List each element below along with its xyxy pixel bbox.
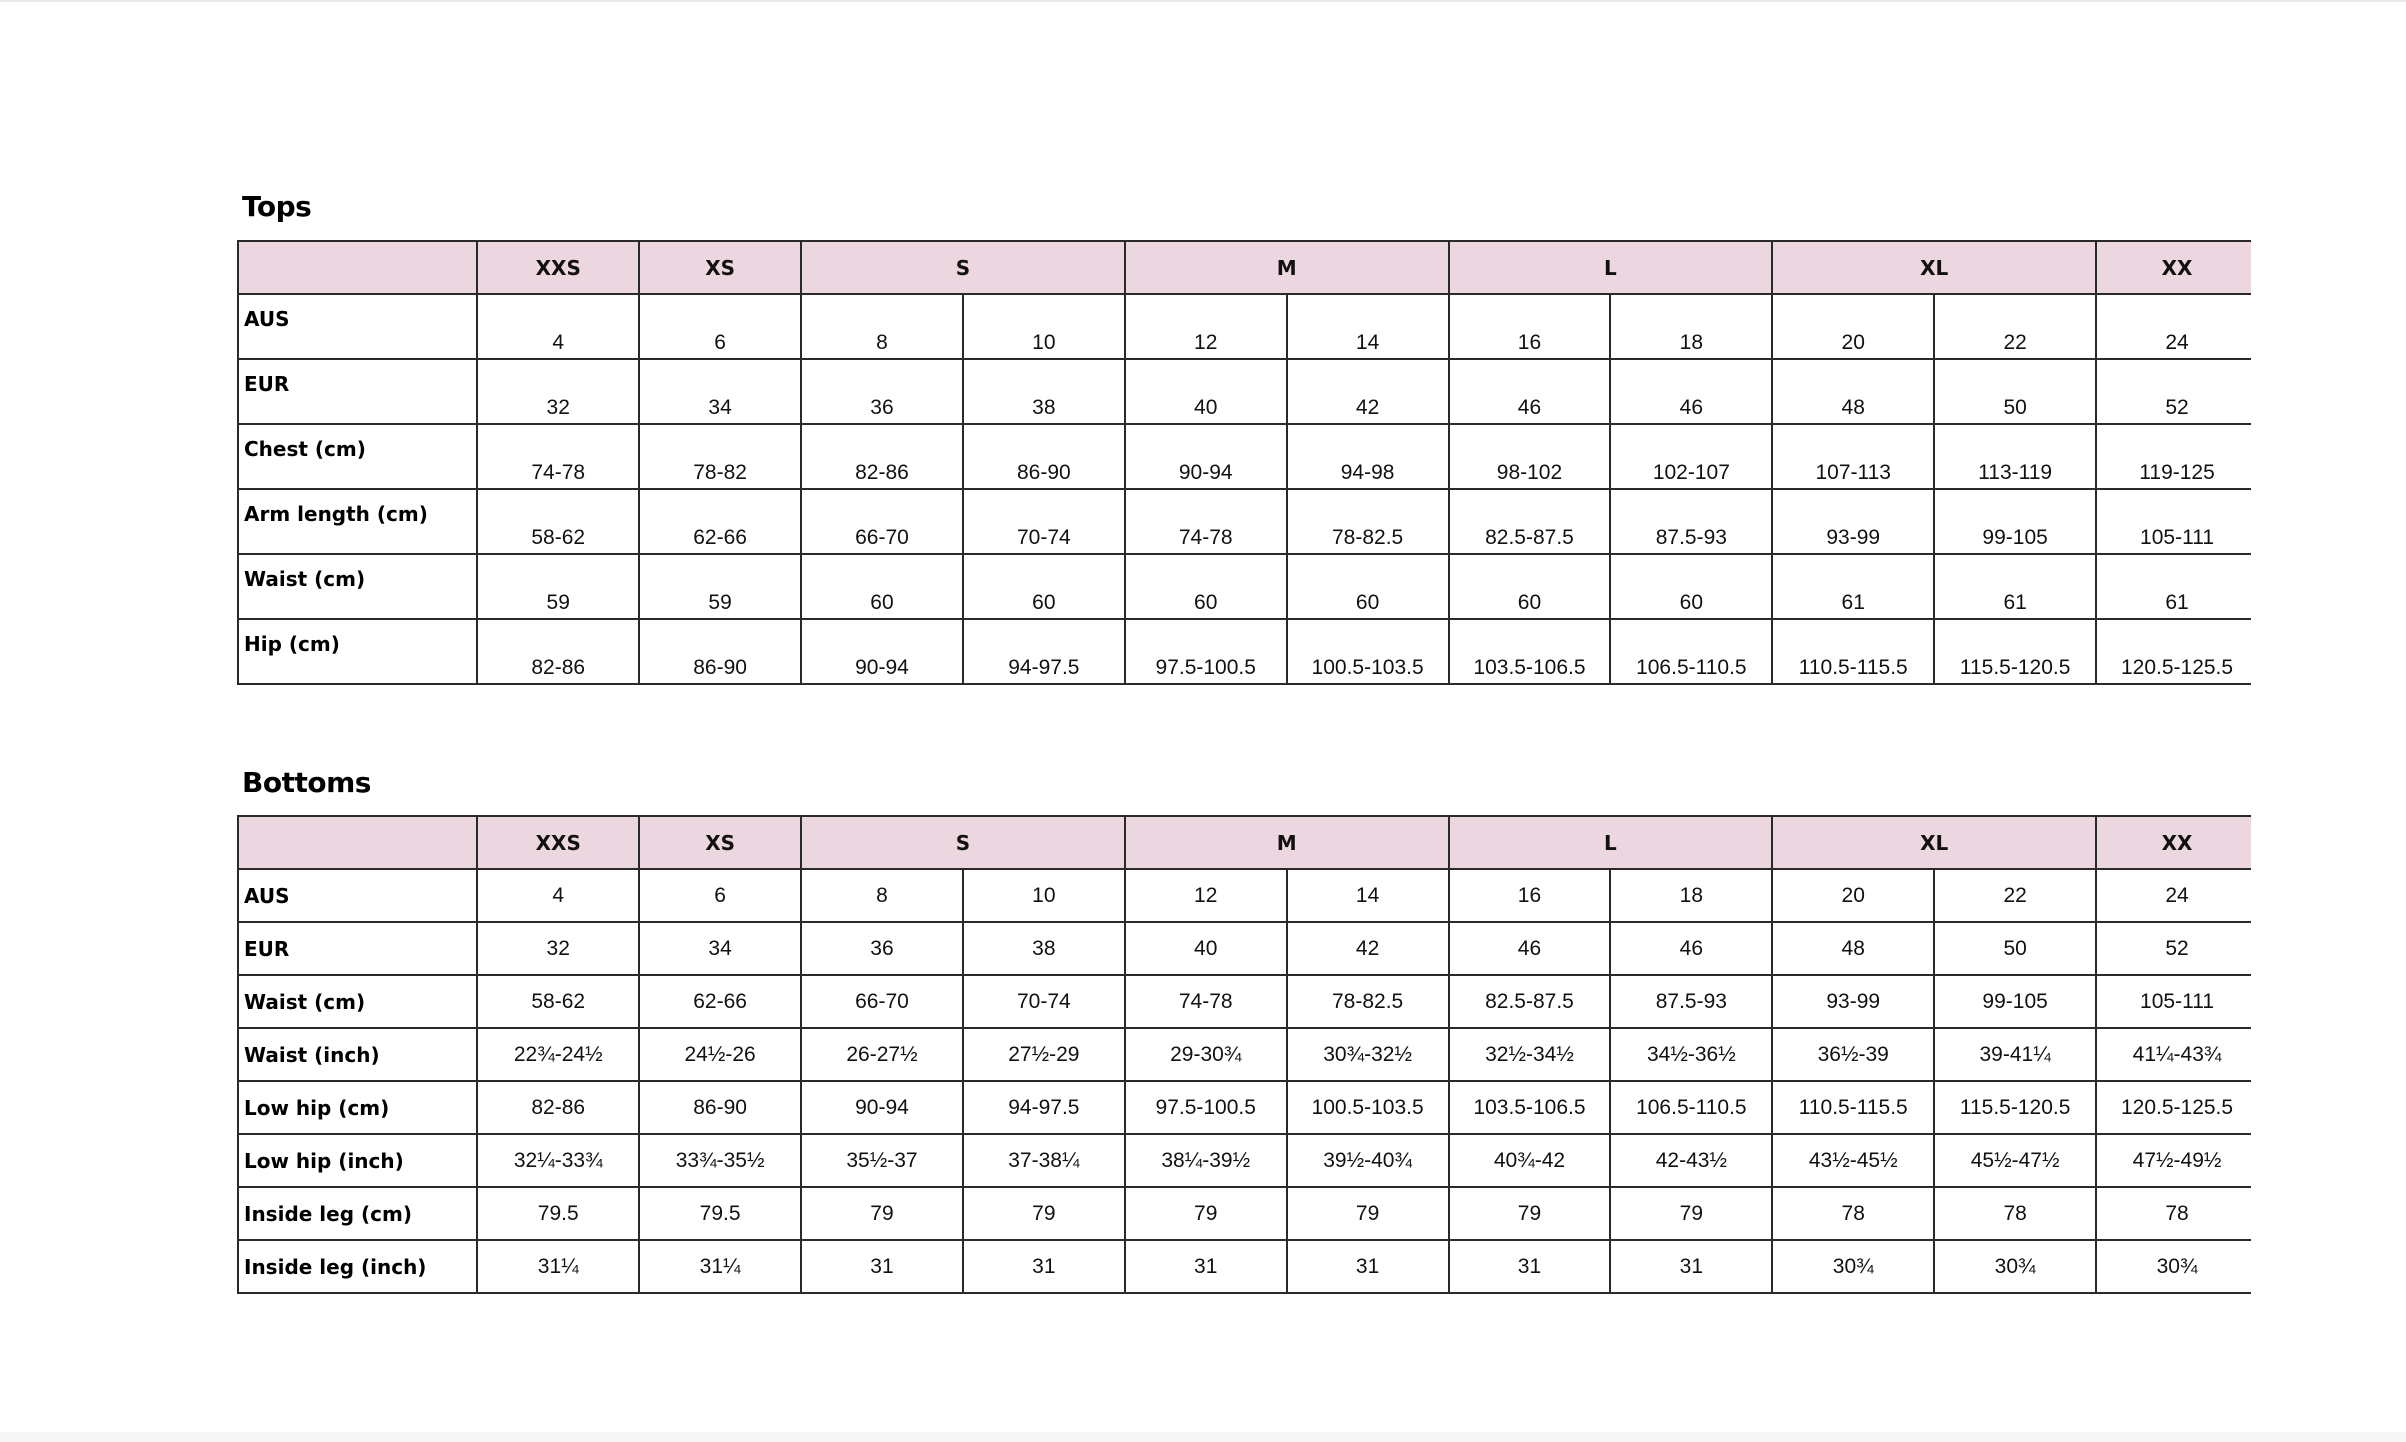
table-cell: 79 <box>1287 1187 1449 1240</box>
table-cell: 26-27½ <box>801 1028 963 1081</box>
row-label: Waist (cm) <box>238 554 477 619</box>
table-cell: 86-90 <box>639 619 801 684</box>
table-cell: 37-38¼ <box>963 1134 1125 1187</box>
table-cell: 12 <box>1125 869 1287 922</box>
table-cell: 46 <box>1610 922 1772 975</box>
table-cell: 16 <box>1449 294 1611 359</box>
table-cell: 62-66 <box>639 975 801 1028</box>
table-cell: 50 <box>1934 359 2096 424</box>
table-cell: 79 <box>801 1187 963 1240</box>
table-cell: 42 <box>1287 922 1449 975</box>
table-cell: 18 <box>1610 869 1772 922</box>
table-cell: 38 <box>963 359 1125 424</box>
size-label-cell: XS <box>639 241 801 294</box>
row-label: Waist (cm) <box>238 975 477 1028</box>
row-label: EUR <box>238 359 477 424</box>
table-cell: 59 <box>639 554 801 619</box>
row-label: Low hip (cm) <box>238 1081 477 1134</box>
tops-size-table <box>237 240 2251 685</box>
table-cell: 6 <box>639 869 801 922</box>
table-row <box>238 489 2251 554</box>
table-cell: 32 <box>477 359 639 424</box>
table-cell: 87.5-93 <box>1610 975 1772 1028</box>
table-cell: 52 <box>2096 359 2251 424</box>
table-cell: 60 <box>801 554 963 619</box>
table-cell: 20 <box>1772 869 1934 922</box>
table-cell: 97.5-100.5 <box>1125 619 1287 684</box>
table-cell: 78-82.5 <box>1287 975 1449 1028</box>
table-cell: 38¼-39½ <box>1125 1134 1287 1187</box>
size-header-row <box>238 816 2251 869</box>
header-corner-cell <box>238 241 477 294</box>
table-cell: 4 <box>477 294 639 359</box>
table-cell: 106.5-110.5 <box>1610 619 1772 684</box>
table-row <box>238 1187 2251 1240</box>
table-row <box>238 975 2251 1028</box>
table-cell: 105-111 <box>2096 489 2251 554</box>
table-cell: 36½-39 <box>1772 1028 1934 1081</box>
table-cell: 61 <box>2096 554 2251 619</box>
table-cell: 4 <box>477 869 639 922</box>
row-label: AUS <box>238 294 477 359</box>
table-cell: 113-119 <box>1934 424 2096 489</box>
table-row <box>238 424 2251 489</box>
table-cell: 103.5-106.5 <box>1449 1081 1611 1134</box>
table-cell: 32½-34½ <box>1449 1028 1611 1081</box>
table-cell: 24 <box>2096 869 2251 922</box>
table-cell: 93-99 <box>1772 489 1934 554</box>
table-cell: 103.5-106.5 <box>1449 619 1611 684</box>
table-cell: 22 <box>1934 869 2096 922</box>
table-cell: 78-82 <box>639 424 801 489</box>
table-cell: 40 <box>1125 922 1287 975</box>
table-cell: 62-66 <box>639 489 801 554</box>
table-cell: 94-97.5 <box>963 619 1125 684</box>
table-cell: 8 <box>801 294 963 359</box>
table-cell: 30¾ <box>1772 1240 1934 1293</box>
table-cell: 31 <box>1610 1240 1772 1293</box>
size-label-cell: M <box>1125 816 1449 869</box>
row-label: Arm length (cm) <box>238 489 477 554</box>
row-label: Inside leg (cm) <box>238 1187 477 1240</box>
table-cell: 87.5-93 <box>1610 489 1772 554</box>
table-cell: 43½-45½ <box>1772 1134 1934 1187</box>
table-row <box>238 869 2251 922</box>
table-cell: 115.5-120.5 <box>1934 619 2096 684</box>
size-label-cell: XXS <box>477 241 639 294</box>
table-cell: 120.5-125.5 <box>2096 619 2251 684</box>
table-cell: 33¾-35½ <box>639 1134 801 1187</box>
table-cell: 82.5-87.5 <box>1449 489 1611 554</box>
table-cell: 97.5-100.5 <box>1125 1081 1287 1134</box>
table-cell: 82.5-87.5 <box>1449 975 1611 1028</box>
table-cell: 61 <box>1772 554 1934 619</box>
row-label: Low hip (inch) <box>238 1134 477 1187</box>
table-cell: 99-105 <box>1934 975 2096 1028</box>
size-label-cell: L <box>1449 241 1773 294</box>
bottoms-table-container <box>237 815 2251 1294</box>
table-cell: 36 <box>801 922 963 975</box>
table-cell: 31¼ <box>477 1240 639 1293</box>
table-cell: 46 <box>1449 359 1611 424</box>
table-cell: 48 <box>1772 359 1934 424</box>
tops-table-container <box>237 240 2251 685</box>
table-cell: 34½-36½ <box>1610 1028 1772 1081</box>
size-label-cell: S <box>801 816 1125 869</box>
table-cell: 106.5-110.5 <box>1610 1081 1772 1134</box>
table-cell: 8 <box>801 869 963 922</box>
table-cell: 90-94 <box>801 1081 963 1134</box>
table-cell: 78-82.5 <box>1287 489 1449 554</box>
row-label: Inside leg (inch) <box>238 1240 477 1293</box>
table-cell: 59 <box>477 554 639 619</box>
table-cell: 47½-49½ <box>2096 1134 2251 1187</box>
table-cell: 74-78 <box>477 424 639 489</box>
top-border <box>0 0 2406 2</box>
table-cell: 18 <box>1610 294 1772 359</box>
table-cell: 22¾-24½ <box>477 1028 639 1081</box>
size-label-cell: M <box>1125 241 1449 294</box>
table-cell: 60 <box>1449 554 1611 619</box>
table-cell: 10 <box>963 869 1125 922</box>
table-cell: 16 <box>1449 869 1611 922</box>
row-label: Waist (inch) <box>238 1028 477 1081</box>
table-cell: 90-94 <box>801 619 963 684</box>
table-cell: 66-70 <box>801 975 963 1028</box>
table-cell: 38 <box>963 922 1125 975</box>
table-cell: 74-78 <box>1125 975 1287 1028</box>
header-corner-cell <box>238 816 477 869</box>
table-cell: 42 <box>1287 359 1449 424</box>
table-cell: 42-43½ <box>1610 1134 1772 1187</box>
size-label-cell: S <box>801 241 1125 294</box>
table-cell: 70-74 <box>963 489 1125 554</box>
table-cell: 60 <box>1287 554 1449 619</box>
size-label-cell: XL <box>1772 241 2096 294</box>
table-row <box>238 359 2251 424</box>
table-cell: 60 <box>1125 554 1287 619</box>
row-label: Hip (cm) <box>238 619 477 684</box>
table-cell: 45½-47½ <box>1934 1134 2096 1187</box>
table-cell: 102-107 <box>1610 424 1772 489</box>
size-label-cell: XX <box>2096 816 2251 869</box>
table-cell: 30¾ <box>1934 1240 2096 1293</box>
table-cell: 79 <box>963 1187 1125 1240</box>
bottoms-size-table <box>237 815 2251 1294</box>
table-cell: 14 <box>1287 869 1449 922</box>
table-cell: 105-111 <box>2096 975 2251 1028</box>
table-cell: 24 <box>2096 294 2251 359</box>
table-cell: 61 <box>1934 554 2096 619</box>
table-cell: 40 <box>1125 359 1287 424</box>
table-cell: 40¾-42 <box>1449 1134 1611 1187</box>
table-cell: 52 <box>2096 922 2251 975</box>
row-label: AUS <box>238 869 477 922</box>
table-cell: 79 <box>1610 1187 1772 1240</box>
table-cell: 35½-37 <box>801 1134 963 1187</box>
table-cell: 79.5 <box>639 1187 801 1240</box>
table-cell: 94-98 <box>1287 424 1449 489</box>
table-cell: 14 <box>1287 294 1449 359</box>
size-header-row <box>238 241 2251 294</box>
table-cell: 30¾-32½ <box>1287 1028 1449 1081</box>
table-cell: 36 <box>801 359 963 424</box>
table-cell: 98-102 <box>1449 424 1611 489</box>
table-cell: 34 <box>639 359 801 424</box>
table-cell: 66-70 <box>801 489 963 554</box>
table-cell: 82-86 <box>801 424 963 489</box>
table-row <box>238 1134 2251 1187</box>
table-cell: 46 <box>1610 359 1772 424</box>
table-cell: 79.5 <box>477 1187 639 1240</box>
table-cell: 31¼ <box>639 1240 801 1293</box>
table-cell: 90-94 <box>1125 424 1287 489</box>
table-cell: 39-41¼ <box>1934 1028 2096 1081</box>
table-cell: 6 <box>639 294 801 359</box>
table-cell: 60 <box>1610 554 1772 619</box>
table-cell: 119-125 <box>2096 424 2251 489</box>
table-cell: 20 <box>1772 294 1934 359</box>
table-cell: 79 <box>1125 1187 1287 1240</box>
table-cell: 100.5-103.5 <box>1287 1081 1449 1134</box>
table-cell: 120.5-125.5 <box>2096 1081 2251 1134</box>
table-row <box>238 554 2251 619</box>
table-cell: 115.5-120.5 <box>1934 1081 2096 1134</box>
table-cell: 48 <box>1772 922 1934 975</box>
table-cell: 41¼-43¾ <box>2096 1028 2251 1081</box>
table-cell: 79 <box>1449 1187 1611 1240</box>
size-label-cell: L <box>1449 816 1773 869</box>
table-cell: 110.5-115.5 <box>1772 1081 1934 1134</box>
table-cell: 29-30¾ <box>1125 1028 1287 1081</box>
table-row <box>238 1240 2251 1293</box>
table-cell: 110.5-115.5 <box>1772 619 1934 684</box>
table-cell: 86-90 <box>963 424 1125 489</box>
table-cell: 99-105 <box>1934 489 2096 554</box>
table-cell: 46 <box>1449 922 1611 975</box>
table-cell: 31 <box>1125 1240 1287 1293</box>
table-cell: 31 <box>1287 1240 1449 1293</box>
table-cell: 32¼-33¾ <box>477 1134 639 1187</box>
table-cell: 78 <box>2096 1187 2251 1240</box>
table-cell: 82-86 <box>477 1081 639 1134</box>
table-row <box>238 619 2251 684</box>
table-cell: 50 <box>1934 922 2096 975</box>
table-cell: 60 <box>963 554 1125 619</box>
table-row <box>238 922 2251 975</box>
table-cell: 70-74 <box>963 975 1125 1028</box>
bottom-band <box>0 1432 2406 1442</box>
table-cell: 82-86 <box>477 619 639 684</box>
size-label-cell: XX <box>2096 241 2251 294</box>
table-row <box>238 1028 2251 1081</box>
table-cell: 78 <box>1772 1187 1934 1240</box>
table-cell: 31 <box>963 1240 1125 1293</box>
size-label-cell: XXS <box>477 816 639 869</box>
table-cell: 30¾ <box>2096 1240 2251 1293</box>
table-cell: 100.5-103.5 <box>1287 619 1449 684</box>
table-cell: 94-97.5 <box>963 1081 1125 1134</box>
table-cell: 58-62 <box>477 489 639 554</box>
table-cell: 39½-40¾ <box>1287 1134 1449 1187</box>
bottoms-title: Bottoms <box>242 766 371 799</box>
tops-title: Tops <box>242 190 312 223</box>
table-cell: 31 <box>1449 1240 1611 1293</box>
size-label-cell: XS <box>639 816 801 869</box>
table-cell: 31 <box>801 1240 963 1293</box>
table-cell: 93-99 <box>1772 975 1934 1028</box>
row-label: EUR <box>238 922 477 975</box>
table-cell: 27½-29 <box>963 1028 1125 1081</box>
table-cell: 12 <box>1125 294 1287 359</box>
table-cell: 24½-26 <box>639 1028 801 1081</box>
row-label: Chest (cm) <box>238 424 477 489</box>
size-label-cell: XL <box>1772 816 2096 869</box>
table-cell: 86-90 <box>639 1081 801 1134</box>
table-cell: 74-78 <box>1125 489 1287 554</box>
table-cell: 10 <box>963 294 1125 359</box>
table-cell: 58-62 <box>477 975 639 1028</box>
table-cell: 107-113 <box>1772 424 1934 489</box>
table-row <box>238 1081 2251 1134</box>
table-row <box>238 294 2251 359</box>
table-cell: 78 <box>1934 1187 2096 1240</box>
table-cell: 22 <box>1934 294 2096 359</box>
table-cell: 34 <box>639 922 801 975</box>
table-cell: 32 <box>477 922 639 975</box>
